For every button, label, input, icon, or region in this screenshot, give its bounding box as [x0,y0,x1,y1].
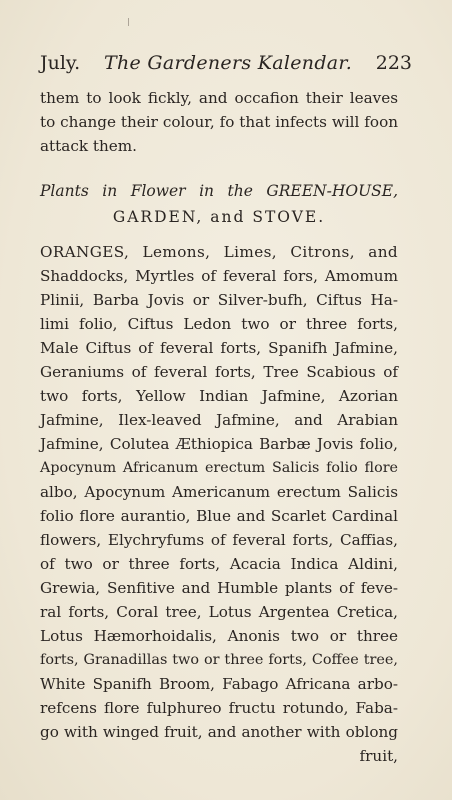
plants-paragraph [40,240,398,768]
section-heading-line-1: Plants in Flower in the GREEN-HOUSE, [40,182,398,200]
text-line: albo, Apocynum Americanum erectum Salicis [40,483,398,501]
text-line: Lotus Hæmorhoidalis, Anonis two or three [40,627,398,645]
text-line: Jafmine, Colutea Æthiopica Barbæ Jovis folio, [40,435,398,453]
text-line: Male Ciftus of feveral forts, Spanifh Jafmine, [40,339,398,357]
text-line: Jafmine, Ilex-leaved Jafmine, and Arabian [40,411,398,429]
section-heading-line-2: GARDEN, and STOVE. [112,208,326,226]
text-line: Apocynum Africanum erectum Salicis folio flore [40,460,398,476]
continued-paragraph [40,86,398,158]
text-line: ORANGES, Lemons, Limes, Citrons, and [40,243,398,261]
running-head-month: July. [40,52,81,74]
text-line: go with winged fruit, and another with oblong [40,723,398,741]
text-line: ral forts, Coral tree, Lotus Argentea Cretica, [40,603,398,621]
text-line: Shaddocks, Myrtles of feveral fors, Amomum [40,267,398,285]
page-mark [128,18,129,26]
text-line: White Spanifh Broom, Fabago Africana arbo- [40,675,398,693]
text-line: to change their colour, fo that infects will foon [40,113,398,131]
text-line: of two or three forts, Acacia Indica Aldini, [40,555,398,573]
running-head-title: The Gardeners Kalendar. [104,52,353,74]
catchword: fruit, [359,747,398,765]
text-line: Plinii, Barba Jovis or Silver-bufh, Ciftus Ha- [40,291,398,309]
text-line: forts, Granadillas two or three forts, Coffee tree, [40,652,398,668]
text-line: limi folio, Ciftus Ledon two or three forts, [40,315,398,333]
section-heading [40,178,398,230]
text-line: Geraniums of feveral forts, Tree Scabious of [40,363,398,381]
text-line: refcens flore fulphureo fructu rotundo, Faba- [40,699,398,717]
text-line: folio flore aurantio, Blue and Scarlet Cardinal [40,507,398,525]
text-line: Grewia, Senfitive and Humble plants of feve- [40,579,398,597]
text-line: attack them. [40,137,137,155]
text-line: them to look fickly, and occafion their leaves [40,89,398,107]
text-line: flowers, Elychryfums of feveral forts, Caffias, [40,531,398,549]
page-number: 223 [375,52,412,74]
running-head [40,52,412,82]
text-line: two forts, Yellow Indian Jafmine, Azorian [40,387,398,405]
